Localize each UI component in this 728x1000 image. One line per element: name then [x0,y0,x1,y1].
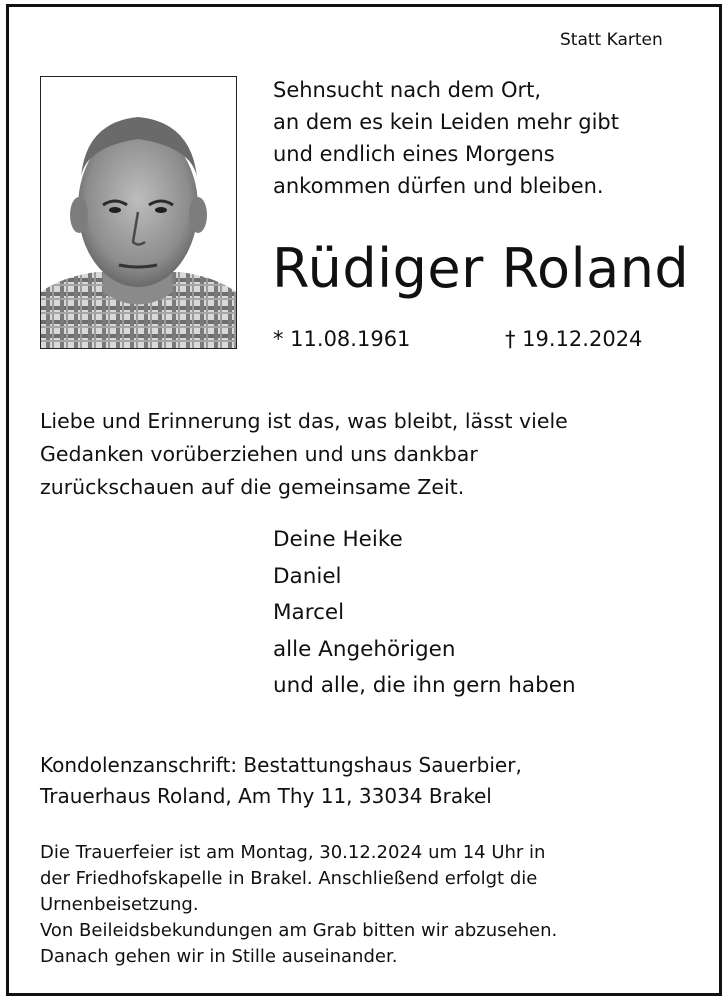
poem-line: ankommen dürfen und bleiben. [273,174,604,198]
mourner-line: Daniel [273,563,342,589]
poem-line: und endlich eines Morgens [273,142,555,166]
intro-line: Gedanken vorüberziehen und uns dankbar [40,442,478,466]
funeral-info-line: Urnenbeisetzung. [40,894,199,915]
mourner-line: Deine Heike [273,527,403,552]
funeral-info-line: Von Beileidsbekundungen am Grab bitten wir abzusehen. [40,920,558,941]
poem-line: Sehnsucht nach dem Ort, [273,78,542,102]
death-date: † 19.12.2024 [505,327,643,351]
poem-line: an dem es kein Leiden mehr gibt [273,110,619,134]
statt-karten-label: Statt Karten [560,30,663,50]
portrait-icon [41,77,236,348]
intro-line: zurückschauen auf die gemeinsame Zeit. [40,475,465,499]
funeral-info-line: Die Trauerfeier ist am Montag, 30.12.2024 um 14 Uhr in [40,842,546,863]
intro-line: Liebe und Erinnerung ist das, was bleibt, lässt viele [40,409,568,433]
mourner-line: Marcel [273,600,345,625]
funeral-info-line: Danach gehen wir in Stille auseinander. [40,946,398,967]
birth-date: * 11.08.1961 [273,327,411,351]
condolence-line: Trauerhaus Roland, Am Thy 11, 33034 Brakel [40,784,492,808]
funeral-info-line: der Friedhofskapelle in Brakel. Anschließend erfolgt die [40,868,538,889]
poem [273,74,619,202]
intro-text [40,405,568,504]
mourner-line: und alle, die ihn gern haben [273,673,576,698]
mourner-line: alle Angehörigen [273,636,456,662]
condolence-line: Kondolenzanschrift: Bestattungshaus Sauerbier, [40,753,522,777]
portrait-photo [40,76,237,349]
mourners-list [273,522,576,705]
condolence-address [40,750,522,812]
funeral-info [40,840,557,970]
deceased-name: Rüdiger Roland [272,237,690,300]
